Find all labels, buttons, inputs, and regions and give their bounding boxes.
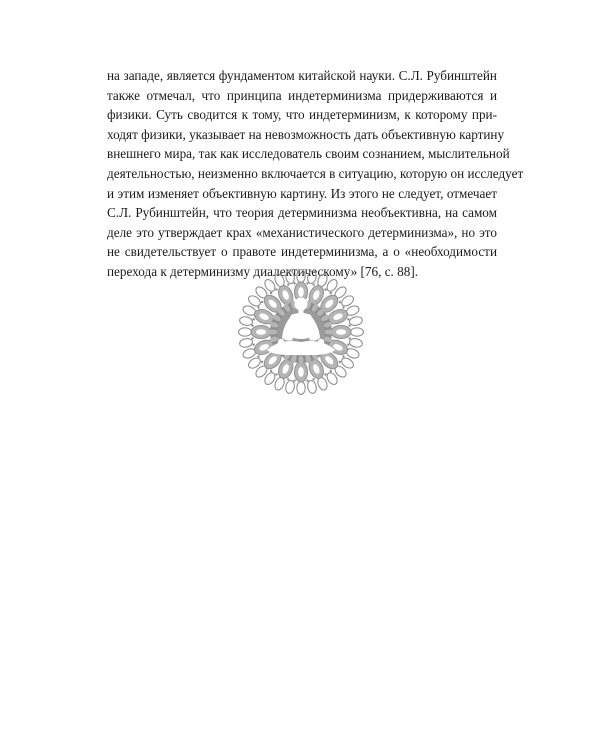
text-line: не свидетельствует о правоте индетерминизма, а о «необходимости (107, 244, 497, 260)
text-line: ходят физики, указывает на невозможность дать объективную картину (107, 126, 505, 142)
text-line: физики. Суть сводится к тому, что индетерминизм, к которому при- (107, 107, 497, 123)
text-line: также отмечал, что принципа индетерминизма придерживаются и (107, 87, 497, 103)
text-line: внешнего мира, так как исследователь своим сознанием, мыслительной (107, 146, 510, 162)
text-line: деятельностью, неизменно включается в ситуацию, которую он исследует (107, 165, 524, 181)
body-paragraph (107, 66, 524, 282)
text-line: перехода к детерминизму диалектическому» [76, с. 88]. (107, 263, 419, 279)
meditation-mandala-icon (237, 268, 365, 396)
text-line: и этим изменяет объективную картину. Из этого не следует, отмечает (107, 185, 497, 201)
text-line: С.Л. Рубинштейн, что теория детерминизма необъективна, на самом (107, 205, 497, 221)
text-line: деле это утверждает крах «механистического детерминизма», но это (107, 224, 497, 240)
text-line: на западе, является фундаментом китайской науки. С.Л. Рубинштейн (107, 68, 497, 83)
